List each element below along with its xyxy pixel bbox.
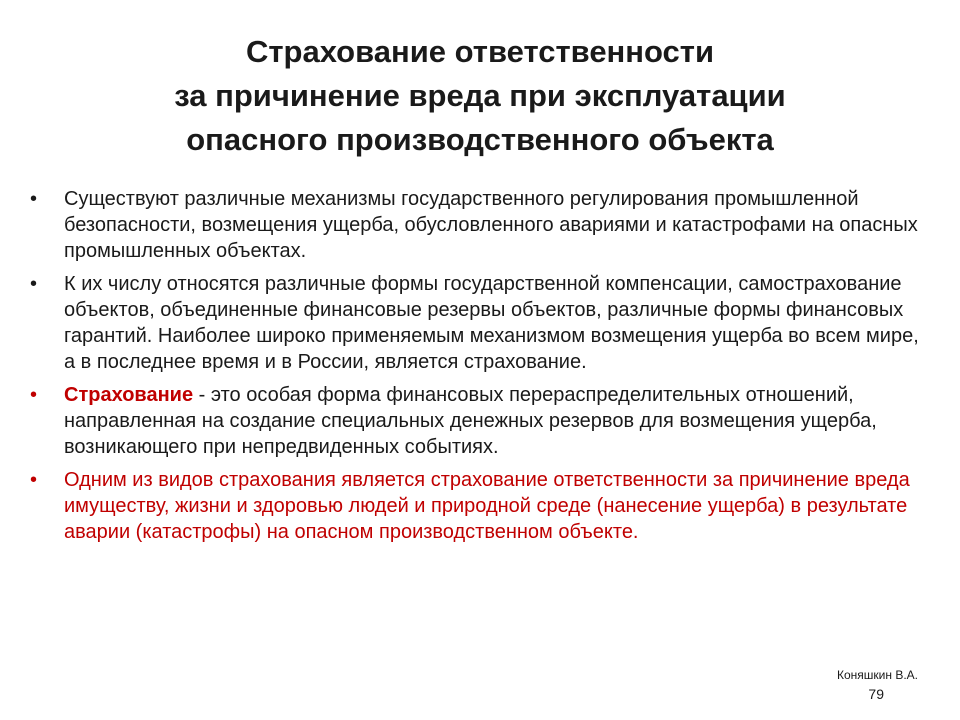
author-label: Коняшкин В.А.: [836, 668, 918, 682]
bullet-text: К их числу относятся различные формы государственной компенсации, самострахование объектов, объединенные финансовые резервы объектов, различные формы финансовых гарантий. Наиболее широко применяемым механизмом возмещения ущерба во всем мире, а в последнее время и в России, является страхование.: [64, 273, 919, 373]
bullet-item-4: [28, 467, 928, 545]
bullet-text: - это особая форма финансовых перераспределительных отношений, направленная на создание специальных денежных резервов для возмещения ущерба, возникающего при непредвиденных событиях.: [64, 384, 877, 458]
bullet-dot-icon: •: [30, 469, 38, 491]
page-number: 79: [868, 686, 884, 702]
bullet-dot-icon: •: [30, 273, 38, 295]
bullet-dot-icon: •: [30, 188, 38, 210]
title-line-3: опасного производственного объекта: [186, 122, 774, 157]
bullet-text: Одним из видов страхования является страхование ответственности за причинение вреда имуществу, жизни и здоровью людей и природной среде (нанесение ущерба) в результате аварии (катастрофы) на опасном производственном объекте.: [64, 469, 910, 543]
bullet-item-1: [28, 186, 928, 264]
title-line-1: Страхование ответственности: [245, 34, 715, 69]
bullet-text: Существуют различные механизмы государственного регулирования промышленной безопасности, возмещения ущерба, обусловленного авариями и катастрофами на опасных промышленных объектах.: [64, 188, 918, 262]
bullet-list: [28, 186, 928, 552]
bullet-item-2: [28, 271, 928, 375]
bullet-dot-icon: •: [30, 384, 38, 406]
definition-term: Страхование: [64, 384, 194, 406]
page-title: [60, 30, 900, 162]
title-line-2: за причинение вреда при эксплуатации: [174, 78, 786, 113]
bullet-item-3: [28, 382, 928, 460]
